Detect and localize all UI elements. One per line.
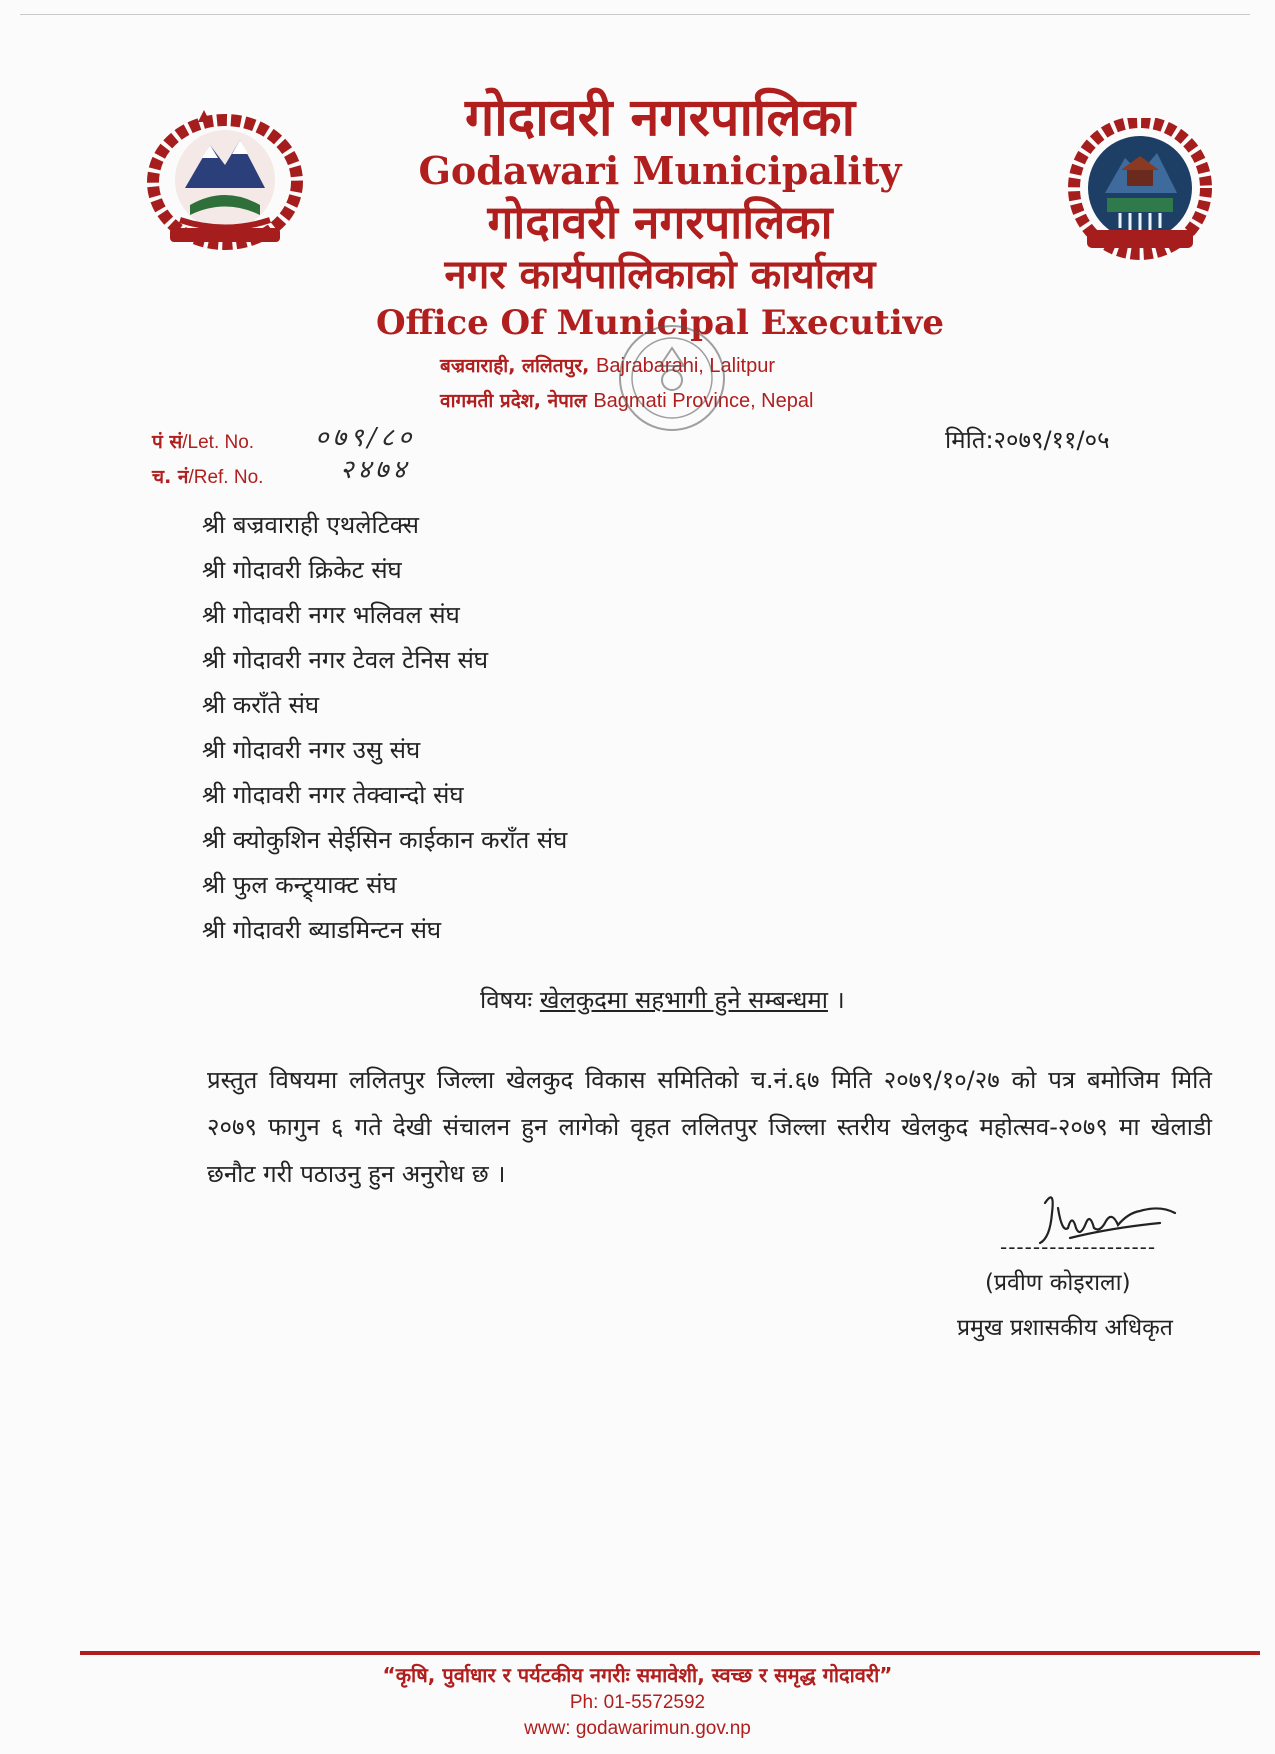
nepal-government-emblem-icon	[140, 110, 310, 260]
footer-slogan: “कृषि, पुर्वाधार र पर्यटकीय नगरीः समावेशी, स्वच्छ र समृद्ध गोदावरी”	[382, 1663, 893, 1687]
recipient-item: श्री कराँते संघ	[202, 691, 320, 719]
office-name-nepali: नगर कार्यपालिकाको कार्यालय	[444, 252, 876, 298]
footer-phone: Ph: 01-5572592	[569, 1692, 706, 1713]
office-seal-stamp-icon	[612, 318, 732, 438]
address-line-1-english: Bajrabarahi, Lalitpur	[595, 355, 775, 377]
address-line-1-nepali: बज्रवाराही, ललितपुर,	[440, 355, 590, 377]
signature-line: -------------------	[1000, 1235, 1157, 1259]
signer-name: (प्रवीण कोइराला)	[985, 1270, 1131, 1296]
recipient-item: श्री गोदावरी नगर टेवल टेनिस संघ	[202, 646, 489, 674]
letterhead	[320, 88, 1000, 346]
recipient-item: श्री गोदावरी नगर तेक्वान्दो संघ	[202, 781, 464, 809]
signer-title: प्रमुख प्रशासकीय अधिकृत	[957, 1315, 1173, 1341]
letter-number-value: ०७९/८०	[315, 423, 416, 453]
recipient-item: श्री गोदावरी ब्याडमिन्टन संघ	[202, 916, 442, 944]
reference-number-label-english: /Ref. No.	[188, 467, 264, 488]
reference-number-value: २४७४	[340, 455, 411, 485]
municipality-name-nepali: गोदावरी नगरपालिका	[464, 88, 856, 148]
letter-date: मिति:२०७९/११/०५	[945, 426, 1110, 454]
godawari-municipality-logo-icon	[1065, 118, 1215, 263]
address-line-2-nepali: वागमती प्रदेश, नेपाल	[440, 390, 587, 412]
recipient-item: श्री क्योकुशिन सेईसिन काईकान कराँत संघ	[202, 826, 568, 854]
subject-text: खेलकुदमा सहभागी हुने सम्बन्धमा	[539, 986, 828, 1014]
office-name-english: Office Of Municipal Executive	[375, 303, 945, 343]
recipient-list	[202, 503, 567, 953]
municipality-name-english: Godawari Municipality	[418, 148, 902, 193]
footer	[0, 1660, 1275, 1742]
reference-number-label-nepali: च. नं	[152, 466, 189, 488]
subject-line	[480, 983, 845, 1016]
letter-number-label-nepali: पं सं	[152, 431, 183, 453]
recipient-item: श्री फुल कन्ट्र्याक्ट संघ	[202, 871, 397, 899]
top-border-line	[20, 14, 1250, 15]
letter-body: प्रस्तुत विषयमा ललितपुर जिल्ला खेलकुद विकास समितिको च.नं.६७ मिति २०७९/१०/२७ को पत्र बमोजिम मिति २०७९ फागुन ६ गते देखी संचालन हुन लागेको वृहत ललितपुर जिल्ला स्तरीय खेलकुद महोत्सव-२०७९ मा खेलाडी छनौट गरी पठाउनु हुन अनुरोध छ ।	[207, 1066, 1212, 1188]
letter-number-label	[152, 428, 254, 454]
municipality-name-script: गोदावरी नगरपालिका	[487, 195, 833, 249]
letter-number-label-english: /Let. No.	[182, 432, 255, 453]
subject-end: ।	[835, 986, 845, 1014]
footer-divider	[80, 1651, 1260, 1655]
recipient-item: श्री गोदावरी नगर भलिवल संघ	[202, 601, 460, 629]
reference-number-label	[152, 463, 263, 489]
recipient-item: श्री गोदावरी नगर उसु संघ	[202, 736, 421, 764]
subject-label: विषयः	[480, 986, 533, 1014]
recipient-item: श्री बज्रवाराही एथलेटिक्स	[202, 511, 420, 539]
footer-website: www: godawarimun.gov.np	[524, 1718, 751, 1739]
recipient-item: श्री गोदावरी क्रिकेट संघ	[202, 556, 402, 584]
address-line-2-english: Bagmati Province, Nepal	[593, 390, 814, 412]
